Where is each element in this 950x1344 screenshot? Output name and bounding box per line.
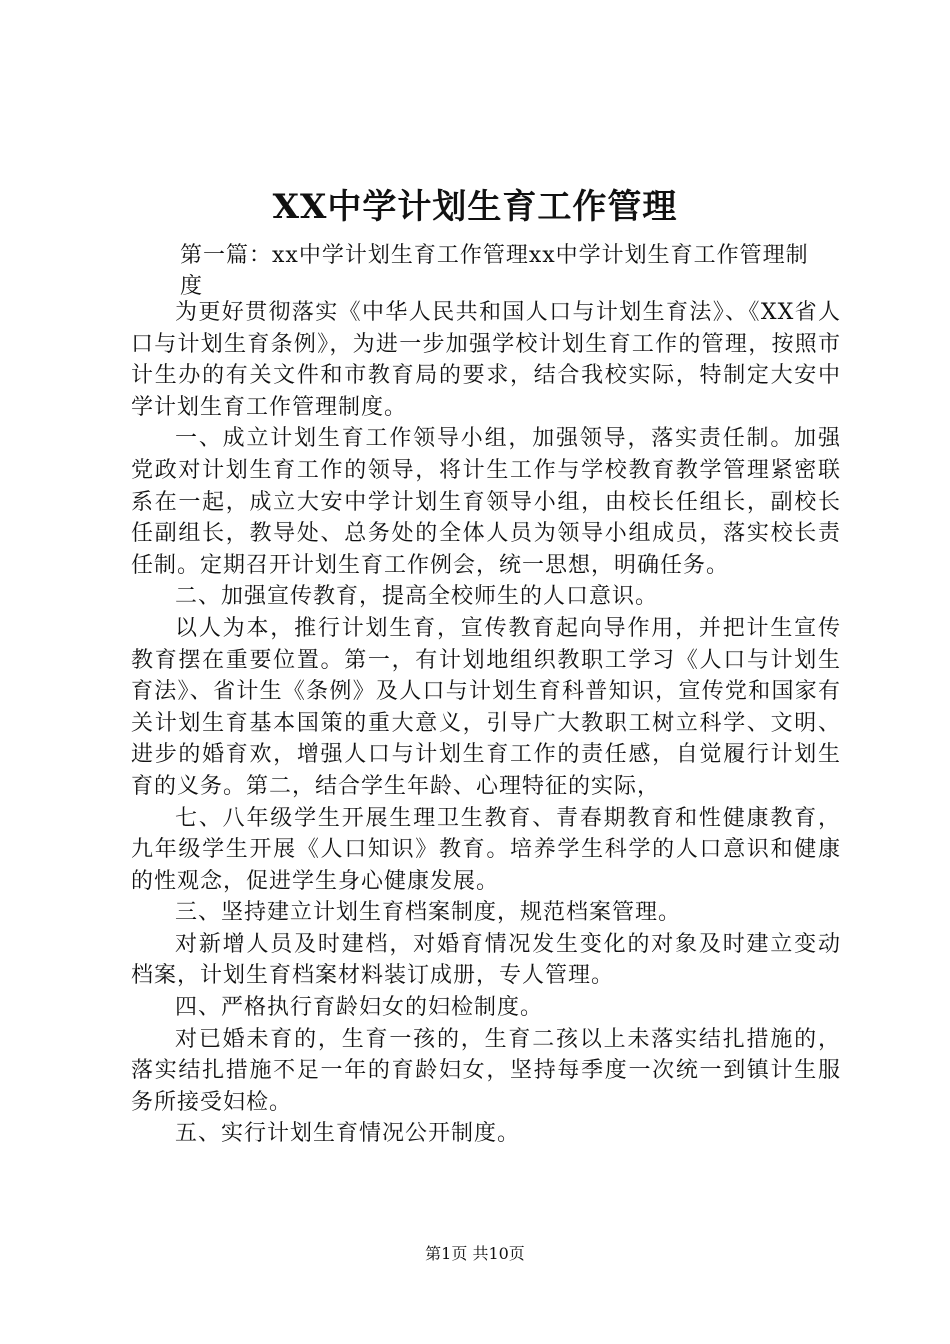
body-paragraph: 以人为本，推行计划生育，宣传教育起向导作用，并把计生宣传教育摆在重要位置。第一，有计划地组织教职工学习《人口与计划生育法》、省计生《条例》及人口与计划生育科普知识，宣传党和国家有关计划生育基本国策的重大意义，引导广大教职工树立科学、文明、进步的婚育欢，增强人口与计划生育工作的责任感，自觉履行计划生育的义务。第二，结合学生年龄、心理特征的实际， <box>131 615 841 799</box>
document-body <box>131 297 841 1150</box>
body-paragraph: 为更好贯彻落实《中华人民共和国人口与计划生育法》、《XX省人口与计划生育条例》，为进一步加强学校计划生育工作的管理，按照市计生办的有关文件和市教育局的要求，结合我校实际，特制定大安中学计划生育工作管理制度。 <box>131 300 841 420</box>
body-paragraph: 七、八年级学生开展生理卫生教育、青春期教育和性健康教育，九年级学生开展《人口知识》教育。培养学生科学的人口意识和健康的性观念，促进学生身心健康发展。 <box>131 805 841 894</box>
body-paragraph: 一、成立计划生育工作领导小组，加强领导，落实责任制。加强党政对计划生育工作的领导，将计生工作与学校教育教学管理紧密联系在一起，成立大安中学计划生育领导小组，由校长任组长，副校长任副组长，教导处、总务处的全体人员为领导小组成员，落实校长责任制。定期召开计划生育工作例会，统一思想，明确任务。 <box>131 426 841 578</box>
body-paragraph: 对已婚未育的，生育一孩的，生育二孩以上未落实结扎措施的，落实结扎措施不足一年的育龄妇女，坚持每季度一次统一到镇计生服务所接受妇检。 <box>131 1026 841 1115</box>
document-subtitle: 第一篇：xx中学计划生育工作管理xx中学计划生育工作管理制度 <box>180 243 809 299</box>
body-paragraph: 五、实行计划生育情况公开制度。 <box>175 1121 521 1147</box>
body-paragraph: 对新增人员及时建档，对婚育情况发生变化的对象及时建立变动档案，计划生育档案材料装订成册，专人管理。 <box>131 931 841 989</box>
document-title: XX中学计划生育工作管理 <box>272 187 678 227</box>
body-paragraph: 四、严格执行育龄妇女的妇检制度。 <box>175 995 544 1021</box>
page-footer: 第1页 共10页 <box>425 1244 525 1263</box>
body-paragraph: 二、加强宣传教育，提高全校师生的人口意识。 <box>175 584 659 610</box>
body-paragraph: 三、坚持建立计划生育档案制度，规范档案管理。 <box>175 900 682 926</box>
